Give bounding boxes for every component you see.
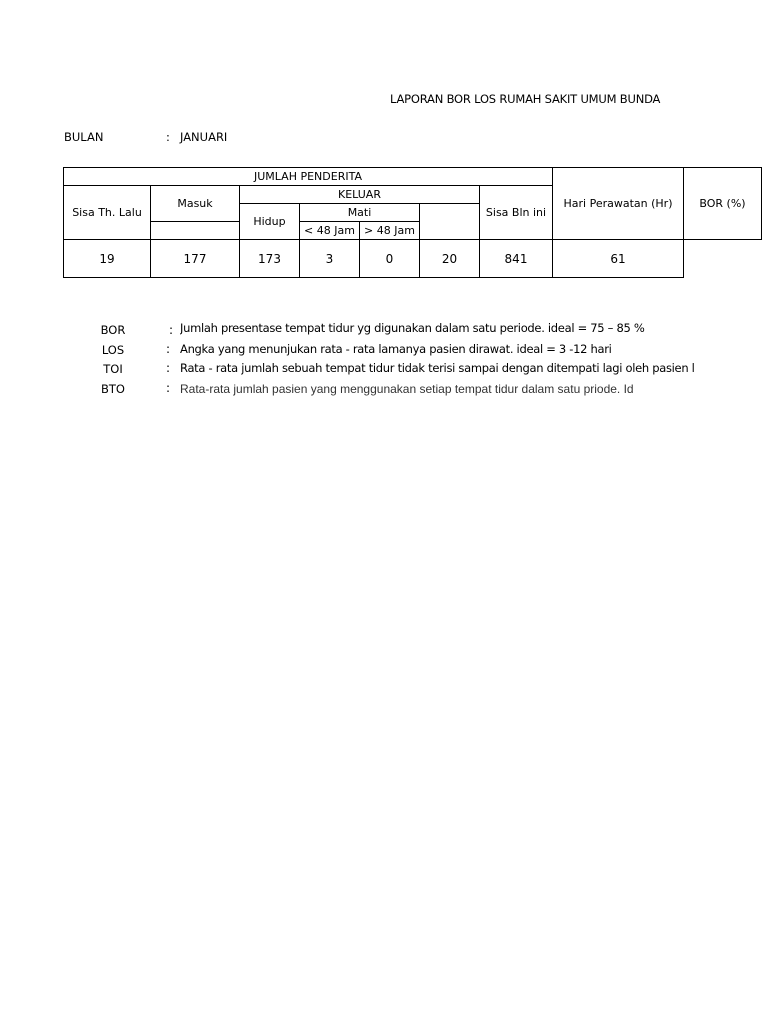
report-title: LAPORAN BOR LOS RUMAH SAKIT UMUM BUNDA	[390, 92, 661, 106]
cell-hidup: 173	[240, 240, 300, 278]
header-masuk: Masuk	[151, 186, 240, 222]
def-colon: :	[166, 342, 171, 356]
report-table	[63, 167, 762, 278]
cell-gt48: 0	[360, 240, 420, 278]
cell-lt48: 3	[300, 240, 360, 278]
def-key-los: LOS	[101, 343, 125, 357]
header-hidup: Hidup	[240, 204, 300, 240]
def-text-bto: Rata-rata jumlah pasien yang menggunakan setiap tempat tidur dalam satu priode. Id	[180, 382, 634, 396]
def-text-toi: Rata - rata jumlah sebuah tempat tidur tidak terisi sampai dengan ditempati lagi oleh pasien l	[180, 361, 695, 375]
header-gt48: > 48 Jam	[360, 222, 420, 240]
def-text-bor: Jumlah presentase tempat tidur yg digunakan dalam satu periode. ideal = 75 – 85 %	[180, 321, 645, 335]
def-colon: :	[169, 323, 174, 337]
header-lt48: < 48 Jam	[300, 222, 360, 240]
cell-sisa-bln-ini: 20	[420, 240, 480, 278]
def-colon: :	[166, 381, 171, 395]
def-key-bor: BOR	[100, 323, 126, 337]
def-colon: :	[166, 361, 171, 375]
cell-bor: 61	[553, 240, 684, 278]
cell-masuk: 177	[151, 240, 240, 278]
header-mati: Mati	[300, 204, 420, 222]
header-sisa-th-lalu: Sisa Th. Lalu	[64, 186, 151, 240]
month-label: BULAN	[64, 130, 104, 144]
header-bor: BOR (%)	[684, 168, 762, 240]
def-key-bto: BTO	[101, 382, 125, 396]
def-text-los: Angka yang menunjukan rata - rata lamanya pasien dirawat. ideal = 3 -12 hari	[180, 342, 612, 356]
header-masuk-blank	[151, 222, 240, 240]
header-hari-perawatan: Hari Perawatan (Hr)	[553, 168, 684, 240]
def-key-toi: TOI	[103, 362, 123, 376]
table-row	[64, 240, 762, 278]
header-jumlah-penderita: JUMLAH PENDERITA	[64, 168, 553, 186]
cell-hari-perawatan: 841	[480, 240, 553, 278]
month-colon: :	[166, 130, 170, 144]
month-value: JANUARI	[180, 130, 228, 144]
header-keluar: KELUAR	[240, 186, 480, 204]
header-sisa-bln-ini: Sisa Bln ini	[480, 186, 553, 240]
cell-sisa-th-lalu: 19	[64, 240, 151, 278]
